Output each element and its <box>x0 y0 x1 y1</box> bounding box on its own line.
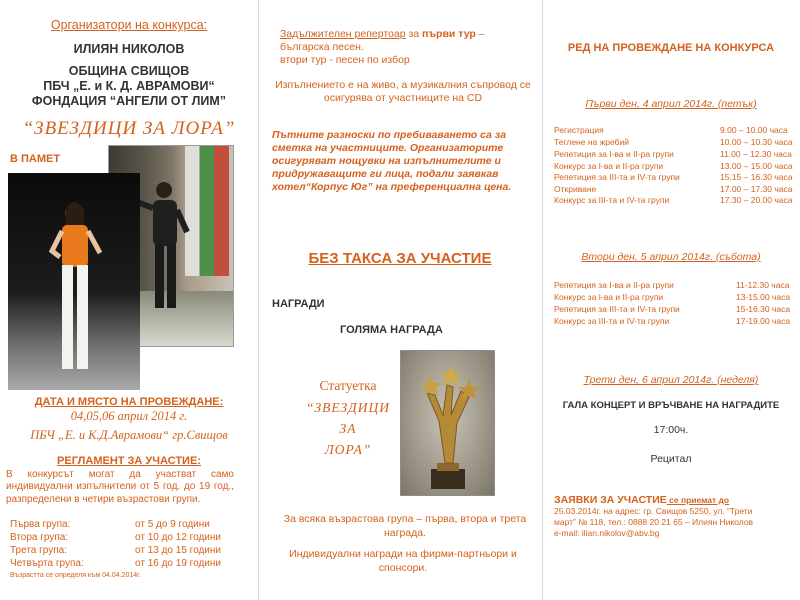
in-memory-label: В ПАМЕТ <box>10 153 61 165</box>
age-group-name: Четвърта група: <box>10 558 84 569</box>
age-group-name: Трета група: <box>10 545 67 556</box>
repertoire-label: Задължителен репертоар <box>280 28 406 40</box>
organizer-line: ИЛИЯН НИКОЛОВ <box>73 42 185 56</box>
event-venue: ПБЧ „Е. и К.Д.Аврамови“ гр.Свищов <box>30 428 228 442</box>
statuette-name-line: “ЗВЕЗДИЦИ <box>305 400 390 415</box>
schedule-event: Конкурс за I-ва и II-ра групи <box>554 292 664 302</box>
singer-figure <box>8 173 140 390</box>
grand-prize-title: ГОЛЯМА НАГРАДА <box>340 324 443 336</box>
gala-concert: ГАЛА КОНЦЕРТ И ВРЪЧВАНЕ НА НАГРАДИТЕ <box>562 400 780 411</box>
schedule-time: 17-19.00 часа <box>736 316 791 326</box>
event-dates: 04,05,06 април 2014 г. <box>70 409 188 423</box>
live-performance-note: Изпълнението е на живо, а музикалния съпровод се осигурява от участниците на CD <box>275 79 531 104</box>
schedule-time: 11.00 – 12.30 часа <box>720 149 792 159</box>
travel-expenses-note: Пътните разноски по пребиваването са за сметка на участниците. Организаторите осигуряват нощувки на изпълнителите и придружаващите ги лица, подали заявкав хотел“Корпус Юг” на преференциална цена. <box>272 129 512 193</box>
organizers-title: Организатори на конкурса: <box>50 18 208 32</box>
schedule-time: 13-15.00 часа <box>736 292 791 302</box>
schedule-time: 15-16.30 часа <box>736 304 791 314</box>
applications-email: e-mail: ilian.nikolov@abv.bg <box>554 528 660 538</box>
no-fee-heading: БЕЗ ТАКСА ЗА УЧАСТИЕ <box>308 250 492 267</box>
statuette-photo <box>400 350 495 496</box>
recital: Рецитал <box>650 453 692 465</box>
schedule-event: Регистрация <box>554 125 604 135</box>
organizer-line: ФОНДАЦИЯ “АНГЕЛИ ОТ ЛИМ” <box>31 94 227 108</box>
applications-title: ЗАЯВКИ ЗА УЧАСТИЕ <box>554 494 667 506</box>
order-title: РЕД НА ПРОВЕЖДАНЕ НА КОНКУРСА <box>567 42 775 54</box>
first-round-song: българска песен. <box>280 41 364 53</box>
singer-photo-dark <box>8 173 140 390</box>
awards-title: НАГРАДИ <box>272 298 325 310</box>
schedule-event: Конкурс за I-ва и II-ра групи <box>554 161 664 171</box>
schedule-time: 10.00 – 10.30 часа <box>720 137 793 147</box>
applications-address: 25.03.2014г. на адрес: гр. Свищов 5250, ул. “Трети <box>554 506 753 516</box>
schedule-time: 9.00 – 10.00 часа <box>720 125 788 135</box>
age-note: Възрастта се определя към 04.04.2014г. <box>10 572 141 579</box>
organizer-line: ПБЧ „Е. и К. Д. АВРАМОВИ“ <box>43 79 215 93</box>
schedule-event: Репетиция за I-ва и II-ра групи <box>554 280 674 290</box>
schedule-time: 17.30 – 20.00 часа <box>720 195 793 205</box>
schedule-event: Откриване <box>554 184 597 194</box>
age-group-range: от 5 до 9 години <box>135 519 210 530</box>
schedule-event: Теглене на жребий <box>554 137 630 147</box>
middle-panel <box>258 0 542 600</box>
schedule-event: Конкурс за III-та и IV-та групи <box>554 195 670 205</box>
trophy-icon <box>401 351 496 497</box>
schedule-event: Репетиция за III-та и IV-та групи <box>554 172 680 182</box>
schedule-event: Репетиция за III-та и IV-та групи <box>554 304 680 314</box>
age-group-range: от 16 до 19 години <box>135 558 221 569</box>
statuette-label: Статуетка <box>319 378 377 393</box>
day-title: Трети ден, 6 април 2014г. (неделя) <box>583 374 759 386</box>
organizer-line: ОБЩИНА СВИЩОВ <box>68 64 190 78</box>
first-round-label: първи тур <box>422 28 476 40</box>
age-group-range: от 13 до 15 години <box>135 545 221 556</box>
competition-title: “ЗВЕЗДИЦИ ЗА ЛОРА” <box>22 118 236 139</box>
schedule-time: 15.15 – 16.30 часа <box>720 172 793 182</box>
concert-time: 17:00ч. <box>653 424 689 436</box>
schedule-time: 13.00 – 15.00 часа <box>720 161 793 171</box>
repertoire-block: Задължителен репертоар за първи тур – българска песен. втори тур - песен по избор <box>280 28 530 67</box>
schedule-event: Конкурс за III-та и IV-та групи <box>554 316 670 326</box>
day-title: Втори ден, 5 април 2014г. (събота) <box>581 251 761 263</box>
statuette-name-line: ЛОРА” <box>324 442 372 457</box>
applications-block: ЗАЯВКИ ЗА УЧАСТИЕ се приемат до 25.03.2014г. на адрес: гр. Свищов 5250, ул. “Трети март” № 118, тел.: 0888 20 21 65 – Илиян Николов e-mail: ilian.nikolov@abv.bg <box>554 495 800 539</box>
statuette-name-line: ЗА <box>339 421 357 436</box>
day-title: Първи ден, 4 април 2014г. (петък) <box>585 98 757 110</box>
age-group-name: Първа група: <box>10 519 71 530</box>
age-group-awards: За всяка възрастова група – първа, втора и трета награда. <box>283 513 527 539</box>
schedule-time: 17.00 – 17.30 часа <box>720 184 793 194</box>
age-group-range: от 10 до 12 години <box>135 532 221 543</box>
sponsor-awards: Индивидуални награди на фирми-партньори и спонсори. <box>289 548 517 574</box>
rules-title: РЕГЛАМЕНТ ЗА УЧАСТИЕ: <box>57 455 201 467</box>
second-round: втори тур - песен по избор <box>280 54 410 66</box>
applications-phone: март” № 118, тел.: 0888 20 21 65 – Илиян Николов <box>554 517 754 527</box>
right-panel <box>542 0 800 600</box>
schedule-event: Репетиция за I-ва и II-ра групи <box>554 149 674 159</box>
date-place-title: ДАТА И МЯСТО НА ПРОВЕЖДАНЕ: <box>34 396 224 408</box>
age-group-name: Втора група: <box>10 532 69 543</box>
rules-text: В конкурсът могат да участват само индивидуални изпълнители от 5 год. до 19 год., разпределени в четири възрастови групи. <box>6 469 234 505</box>
schedule-time: 11-12.30 часа <box>736 280 790 290</box>
left-panel <box>0 0 258 600</box>
